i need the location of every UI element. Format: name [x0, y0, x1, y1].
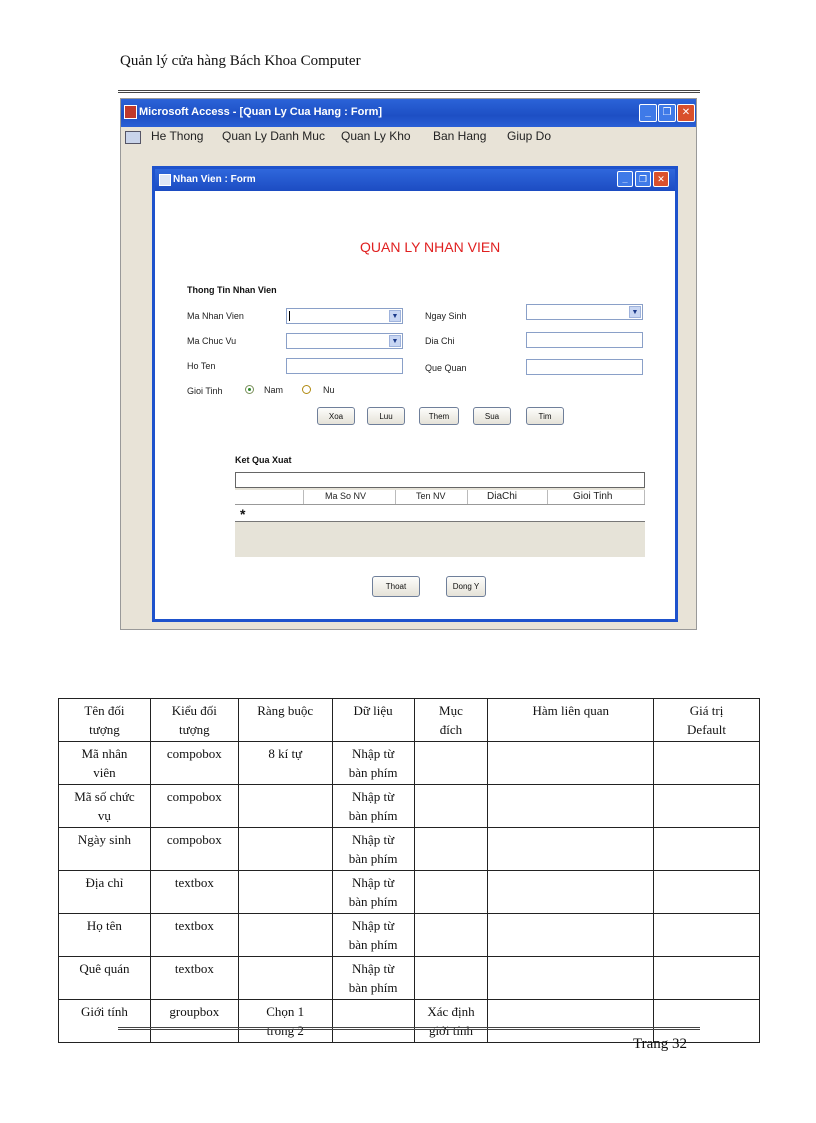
cell-line: tượng [89, 722, 120, 737]
ma-nhan-vien-combobox[interactable] [286, 308, 403, 324]
radio-nu[interactable] [302, 385, 311, 394]
table-cell [238, 1000, 332, 1043]
chevron-down-icon[interactable]: ▼ [389, 310, 401, 322]
cell-line: compobox [166, 832, 222, 847]
table-cell [488, 699, 654, 742]
nhan-vien-form-window [152, 166, 678, 622]
cell-line: compobox [166, 746, 222, 761]
label-ma-chuc-vu: Ma Chuc Vu [187, 336, 237, 346]
table-cell [332, 785, 414, 828]
table-row [59, 742, 760, 785]
table-cell [332, 914, 414, 957]
xoa-button[interactable]: Xoa [317, 407, 355, 425]
table-cell [414, 914, 488, 957]
table-cell [150, 828, 238, 871]
table-cell [332, 1000, 414, 1043]
table-cell [238, 957, 332, 1000]
cell-line: Xác định [427, 1004, 475, 1019]
cell-line: trong 2 [266, 1023, 304, 1038]
them-button[interactable]: Them [419, 407, 459, 425]
table-cell [238, 742, 332, 785]
table-cell [332, 828, 414, 871]
cell-line: Default [687, 722, 727, 737]
menu-quan-ly-danh-muc[interactable]: Quan Ly Danh Muc [222, 129, 325, 143]
cell-line: Nhập từ [352, 875, 395, 890]
cell-line: Nhập từ [352, 789, 395, 804]
cell-line: Mã nhân [81, 746, 128, 761]
label-gioi-tinh: Gioi Tinh [187, 386, 223, 396]
results-grid[interactable] [235, 472, 645, 557]
table-cell [150, 742, 238, 785]
table-cell [59, 871, 151, 914]
cell-line: tượng [179, 722, 210, 737]
cell-line: bàn phím [348, 894, 398, 909]
table-cell [332, 957, 414, 1000]
table-cell [150, 914, 238, 957]
table-cell [488, 871, 654, 914]
cell-line: Quê quán [79, 961, 130, 976]
table-cell [332, 699, 414, 742]
table-cell [414, 785, 488, 828]
table-cell [59, 785, 151, 828]
table-cell [414, 699, 488, 742]
table-cell [238, 871, 332, 914]
menu-ban-hang[interactable]: Ban Hang [433, 129, 487, 143]
cell-line: viên [93, 765, 116, 780]
table-cell [59, 828, 151, 871]
section-label: Thong Tin Nhan Vien [187, 285, 277, 295]
ho-ten-textbox[interactable] [286, 358, 403, 374]
cell-line: Mục [439, 703, 463, 718]
table-cell [414, 871, 488, 914]
form-close-button[interactable]: ✕ [653, 171, 669, 187]
table-row [59, 914, 760, 957]
table-cell [150, 871, 238, 914]
table-cell [654, 914, 760, 957]
table-cell [238, 785, 332, 828]
grid-divider [644, 490, 645, 504]
label-que-quan: Que Quan [425, 363, 467, 373]
grid-divider [395, 490, 396, 504]
luu-button[interactable]: Luu [367, 407, 405, 425]
cell-line: Nhập từ [352, 961, 395, 976]
table-cell [488, 1000, 654, 1043]
cell-line: Hàm liên quan [532, 703, 610, 718]
cell-line: textbox [174, 918, 214, 933]
radio-nam[interactable] [245, 385, 254, 394]
table-header-row [59, 699, 760, 742]
table-cell [59, 1000, 151, 1043]
access-app-icon [124, 105, 137, 119]
table-cell [488, 742, 654, 785]
grid-new-row[interactable] [235, 505, 645, 522]
object-table [58, 698, 760, 1043]
table-cell [654, 871, 760, 914]
table-cell [654, 699, 760, 742]
cell-line: Nhập từ [352, 918, 395, 933]
table-cell [414, 828, 488, 871]
grid-divider [467, 490, 468, 504]
chevron-down-icon[interactable]: ▼ [389, 335, 401, 347]
cell-line: 8 kí tự [268, 746, 303, 761]
column-gioi-tinh[interactable]: Gioi Tinh [573, 491, 613, 502]
cell-line: bàn phím [348, 980, 398, 995]
close-button[interactable]: ✕ [677, 104, 695, 122]
text-caret [289, 311, 290, 321]
table-cell [414, 957, 488, 1000]
chevron-down-icon[interactable]: ▼ [629, 306, 641, 318]
cell-line: Dữ liệu [353, 703, 393, 718]
page-number: Trang 32 [633, 1036, 688, 1052]
table-cell [150, 957, 238, 1000]
cell-line: Ràng buộc [257, 703, 314, 718]
table-cell [488, 785, 654, 828]
table-cell [59, 957, 151, 1000]
label-ma-nhan-vien: Ma Nhan Vien [187, 311, 244, 321]
table-cell [488, 828, 654, 871]
table-cell [488, 957, 654, 1000]
access-titlebar [121, 99, 696, 127]
table-row [59, 871, 760, 914]
table-cell [414, 1000, 488, 1043]
grid-header [235, 490, 645, 505]
cell-line: Giá trị [689, 703, 724, 718]
table-cell [332, 742, 414, 785]
dia-chi-textbox[interactable] [526, 332, 643, 348]
ngay-sinh-combobox[interactable] [526, 304, 643, 320]
table-cell [150, 785, 238, 828]
radio-nu-label: Nu [323, 385, 335, 395]
table-cell [238, 914, 332, 957]
grid-top-row [235, 472, 645, 488]
form-icon [159, 174, 171, 186]
table-cell [59, 914, 151, 957]
new-record-marker: * [240, 506, 246, 522]
results-label: Ket Qua Xuat [235, 455, 292, 465]
footer-rule [118, 1027, 700, 1030]
form-minimize-button[interactable]: _ [617, 171, 633, 187]
cell-line: textbox [174, 961, 214, 976]
table-cell [654, 828, 760, 871]
menubar [121, 127, 696, 147]
dong-y-button[interactable]: Dong Y [446, 576, 486, 597]
cell-line: Tên đối [84, 703, 125, 718]
que-quan-textbox[interactable] [526, 359, 643, 375]
minimize-button[interactable]: _ [639, 104, 657, 122]
cell-line: Kiểu đối [171, 703, 217, 718]
table-cell [59, 742, 151, 785]
table-row [59, 785, 760, 828]
cell-line: groupbox [169, 1004, 220, 1019]
cell-line: Mã số chức [74, 789, 135, 804]
ma-chuc-vu-combobox[interactable] [286, 333, 403, 349]
cell-line: bàn phím [348, 765, 398, 780]
tim-button[interactable]: Tim [526, 407, 564, 425]
cell-line: bàn phím [348, 808, 398, 823]
cell-line: Địa chỉ [85, 875, 124, 890]
header-rule [118, 90, 700, 93]
form-restore-button[interactable]: ❐ [635, 171, 651, 187]
access-screenshot [120, 98, 697, 630]
column-ma-so-nv[interactable]: Ma So NV [325, 491, 367, 501]
form-window-title: Nhan Vien : Form [173, 174, 256, 185]
table-cell [332, 871, 414, 914]
table-cell [150, 699, 238, 742]
menu-icon[interactable] [125, 131, 141, 144]
table-cell [654, 785, 760, 828]
restore-button[interactable]: ❐ [658, 104, 676, 122]
table-row [59, 828, 760, 871]
radio-nam-label: Nam [264, 385, 284, 395]
sua-button[interactable]: Sua [473, 407, 511, 425]
menu-quan-ly-kho[interactable]: Quan Ly Kho [341, 129, 411, 143]
cell-line: compobox [166, 789, 222, 804]
cell-line: giới tính [428, 1023, 474, 1038]
column-diachi[interactable]: DiaChi [487, 491, 518, 502]
cell-line: đích [439, 722, 463, 737]
thoat-button[interactable]: Thoat [372, 576, 420, 597]
table-cell [59, 699, 151, 742]
table-cell [238, 699, 332, 742]
form-heading: QUAN LY NHAN VIEN [360, 239, 501, 255]
cell-line: Họ tên [86, 918, 122, 933]
cell-line: Ngày sinh [77, 832, 131, 847]
grid-divider [547, 490, 548, 504]
table-row [59, 957, 760, 1000]
grid-divider [303, 490, 304, 504]
label-ho-ten: Ho Ten [187, 361, 216, 371]
cell-line: textbox [174, 875, 214, 890]
table-cell [488, 914, 654, 957]
label-ngay-sinh: Ngay Sinh [425, 311, 467, 321]
table-cell [414, 742, 488, 785]
table-cell [654, 742, 760, 785]
document-header: Quản lý cửa hàng Bách Khoa Computer [120, 53, 361, 69]
cell-line: Nhập từ [352, 746, 395, 761]
cell-line: bàn phím [348, 937, 398, 952]
table-cell [150, 1000, 238, 1043]
table-cell [238, 828, 332, 871]
label-dia-chi: Dia Chi [425, 336, 455, 346]
column-ten-nv[interactable]: Ten NV [416, 491, 446, 501]
cell-line: vụ [97, 808, 111, 823]
cell-line: Chọn 1 [266, 1004, 305, 1019]
cell-line: bàn phím [348, 851, 398, 866]
menu-he-thong[interactable]: He Thong [151, 129, 204, 143]
form-titlebar [155, 169, 675, 191]
table-cell [654, 957, 760, 1000]
cell-line: Giới tính [80, 1004, 128, 1019]
cell-line: Nhập từ [352, 832, 395, 847]
access-window-title: Microsoft Access - [Quan Ly Cua Hang : Form] [139, 106, 383, 118]
menu-giup-do[interactable]: Giup Do [507, 129, 552, 143]
